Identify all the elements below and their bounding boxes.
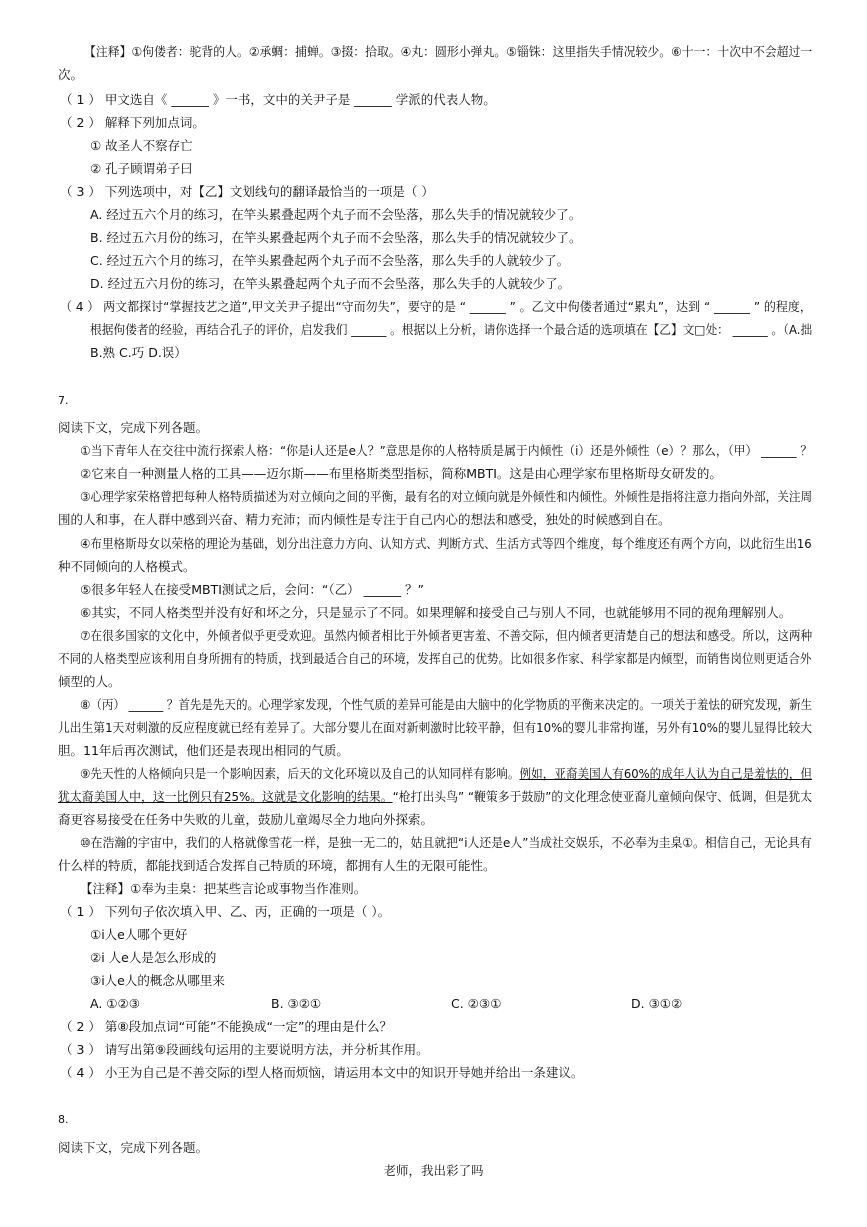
paragraph-9: [80, 766, 812, 782]
question-3: （ 3 ） 下列选项中，对【乙】文划线句的翻译最恰当的一项是（ ）: [60, 184, 434, 199]
paragraph-3-cont: 围的人和事，在人群中感到兴奋、精力充沛；而内倾性是专注于自己内心的想法和感受，独处的时候感到自在。: [58, 512, 671, 527]
question-4-cont: 根据佝偻者的经验，再结合孔子的评价，启发我们 ______ 。根据以上分析，请你选择一个最合适的选项填在【乙】文□处： ______ 。（A.拙: [90, 322, 813, 337]
paragraph-9-text: ⑨先天性的人格倾向只是一个影响因素，后天的文化环境以及自己的认知同样有影响。: [80, 766, 520, 781]
sentence-1: ①i人e人哪个更好: [90, 927, 188, 942]
underlined-sentence: 例如，亚裔美国人有60%的成年人认为自己是羞怯的，但: [519, 766, 813, 781]
paragraph-9-cont: 裔更容易接受在任务中失败的儿童，鼓励儿童竭尽全力地向外探索。: [58, 812, 434, 827]
sentence-3: ③i人e人的概念从哪里来: [90, 973, 225, 988]
paragraph-4-cont: 种不同倾向的人格模式。: [58, 559, 196, 574]
question-1: （ 1 ） 甲文选自《 ______ 》一书，文中的关尹子是 ______ 学派的代表人物。: [60, 92, 496, 107]
paragraph-9-text: “枪打出头鸟” “鞭策多于鼓励”的文化理念使亚裔儿童倾向保守、低调，但是犹太: [392, 789, 813, 804]
paragraph-7: ⑦在很多国家的文化中，外倾者似乎更受欢迎。虽然内倾者相比于外倾者更害羞、不善交际，但内倾者更清楚自己的想法和感受。所以，这两种: [80, 628, 813, 643]
option-c: C. ②③①: [451, 996, 502, 1011]
sentence-2: ②i 人e人是怎么形成的: [90, 950, 217, 965]
question-2-item-b: ② 孔子顾谓弟子曰: [90, 161, 193, 176]
option-a: A. ①②③: [90, 996, 140, 1011]
question-2: （ 2 ） 第⑧段加点词“可能”不能换成“一定”的理由是什么？: [60, 1019, 392, 1034]
note-line-cont: 次。: [58, 67, 84, 82]
paragraph-10: ⑩在浩瀚的宇宙中，我们的人格就像雪花一样，是独一无二的，姑且就把“i人还是e人”当成社交娱乐，不必奉为圭臬①。相信自己，无论具有: [80, 835, 812, 850]
paragraph-6: ⑥其实，不同人格类型并没有好和坏之分，只是显示了不同。如果理解和接受自己与别人不同，也就能够用不同的视角理解别人。: [80, 605, 792, 620]
question-4-cont: B.熟 C.巧 D.误）: [90, 345, 187, 360]
page-footer: 老师，我出彩了吗: [383, 1163, 484, 1178]
question-3-option-a: A. 经过五六个月的练习，在竿头累叠起两个丸子而不会坠落，那么失手的情况就较少了。: [90, 207, 582, 222]
question-1: （ 1 ） 下列句子依次填入甲、乙、丙，正确的一项是（ ）。: [60, 904, 391, 919]
question-2: （ 2 ） 解释下列加点词。: [60, 115, 205, 130]
underlined-sentence: 犹太裔美国人中，这一比例只有25%。这就是文化影响的结果。: [58, 789, 393, 804]
paragraph-5: ⑤很多年轻人在接受MBTI测试之后，会问：“（乙） ______ ？”: [80, 582, 425, 597]
question-3-option-d: D. 经过五六月份的练习，在竿头累叠起两个丸子而不会坠落，那么失手的人就较少了。: [90, 276, 571, 291]
question-4: （ 4 ） 两文都探讨“掌握技艺之道”,甲文关尹子提出“守而勿失”，要守的是 “ ______ ” 。乙文中佝偻者通过“累丸”，达到 “ ______ ” 的程度，: [60, 299, 812, 314]
reading-instruction: 阅读下文，完成下列各题。: [58, 1140, 209, 1155]
question-4: （ 4 ） 小王为自己是不善交际的i型人格而烦恼，请运用本文中的知识开导她并给出一条建议。: [60, 1065, 584, 1080]
paragraph-10-cont: 什么样的特质，都能找到适合发挥自己特质的环境，都拥有人生的无限可能性。: [58, 858, 496, 873]
paragraph-7-cont: 不同的人格类型应该利用自身所拥有的特质，找到最适合自己的环境，发挥自己的优势。比如很多作家、科学家都是内倾型，而销售岗位则更适合外: [58, 651, 812, 666]
paragraph-9-cont: [58, 789, 812, 805]
paragraph-3: ③心理学家荣格曾把每种人格特质描述为对立倾向之间的平衡，最有名的对立倾向就是外倾性和内倾性。外倾性是指将注意力指向外部，关注周: [80, 489, 813, 504]
paragraph-2: ②它来自一种测量人格的工具——迈尔斯——布里格斯类型指标，简称MBTI。这是由心理学家布里格斯母女研发的。: [80, 466, 722, 481]
paragraph-8-cont: 儿出生第1天对刺激的反应程度就已经有差异了。大部分婴儿在面对新刺激时比较平静，但有10%的婴儿非常拘谨，另外有10%的婴儿显得比较大: [58, 720, 813, 735]
note-line: 【注释】①佝偻者：驼背的人。②承蜩：捕蝉。③掇：拾取。④丸：圆形小弹丸。⑤锱铢：这里指失手情况较少。⑥十一：十次中不会超过一: [84, 44, 813, 59]
question-3: （ 3 ） 请写出第⑨段画线句运用的主要说明方法，并分析其作用。: [60, 1042, 429, 1057]
question-3-option-c: C. 经过五六个月的练习，在竿头累叠起两个丸子而不会坠落，那么失手的人就较少了。: [90, 253, 570, 268]
option-b: B. ③②①: [271, 996, 322, 1011]
question-3-option-b: B. 经过五六月份的练习，在竿头累叠起两个丸子而不会坠落，那么失手的情况就较少了。: [90, 230, 582, 245]
paragraph-8: ⑧（丙） ______ ？首先是先天的。心理学家发现，个性气质的差异可能是由大脑中的化学物质的平衡来决定的。一项关于羞怯的研究发现，新生: [80, 697, 813, 712]
reading-instruction: 阅读下文，完成下列各题。: [58, 420, 209, 435]
question-2-item-a: ① 故圣人不察存亡: [90, 138, 193, 153]
paragraph-7-cont: 倾型的人。: [58, 674, 121, 689]
paragraph-4: ④布里格斯母女以荣格的理论为基础，划分出注意力方向、认知方式、判断方式、生活方式等四个维度，每个维度还有两个方向，以此衍生出16: [80, 536, 812, 551]
paragraph-8-cont: 胆。11年后再次测试，他们还是表现出相同的气质。: [58, 743, 349, 758]
option-d: D. ③①②: [631, 996, 683, 1011]
paragraph-1: ①当下青年人在交往中流行探索人格：“你是i人还是e人？”意思是你的人格特质是属于内倾性（i）还是外倾性（e）？那么，（甲） ______ ？: [80, 443, 813, 458]
question-number: 7.: [58, 394, 69, 407]
annotation-note: 【注释】①奉为圭臬：把某些言论或事物当作准则。: [80, 881, 367, 896]
question-number: 8.: [58, 1113, 69, 1126]
